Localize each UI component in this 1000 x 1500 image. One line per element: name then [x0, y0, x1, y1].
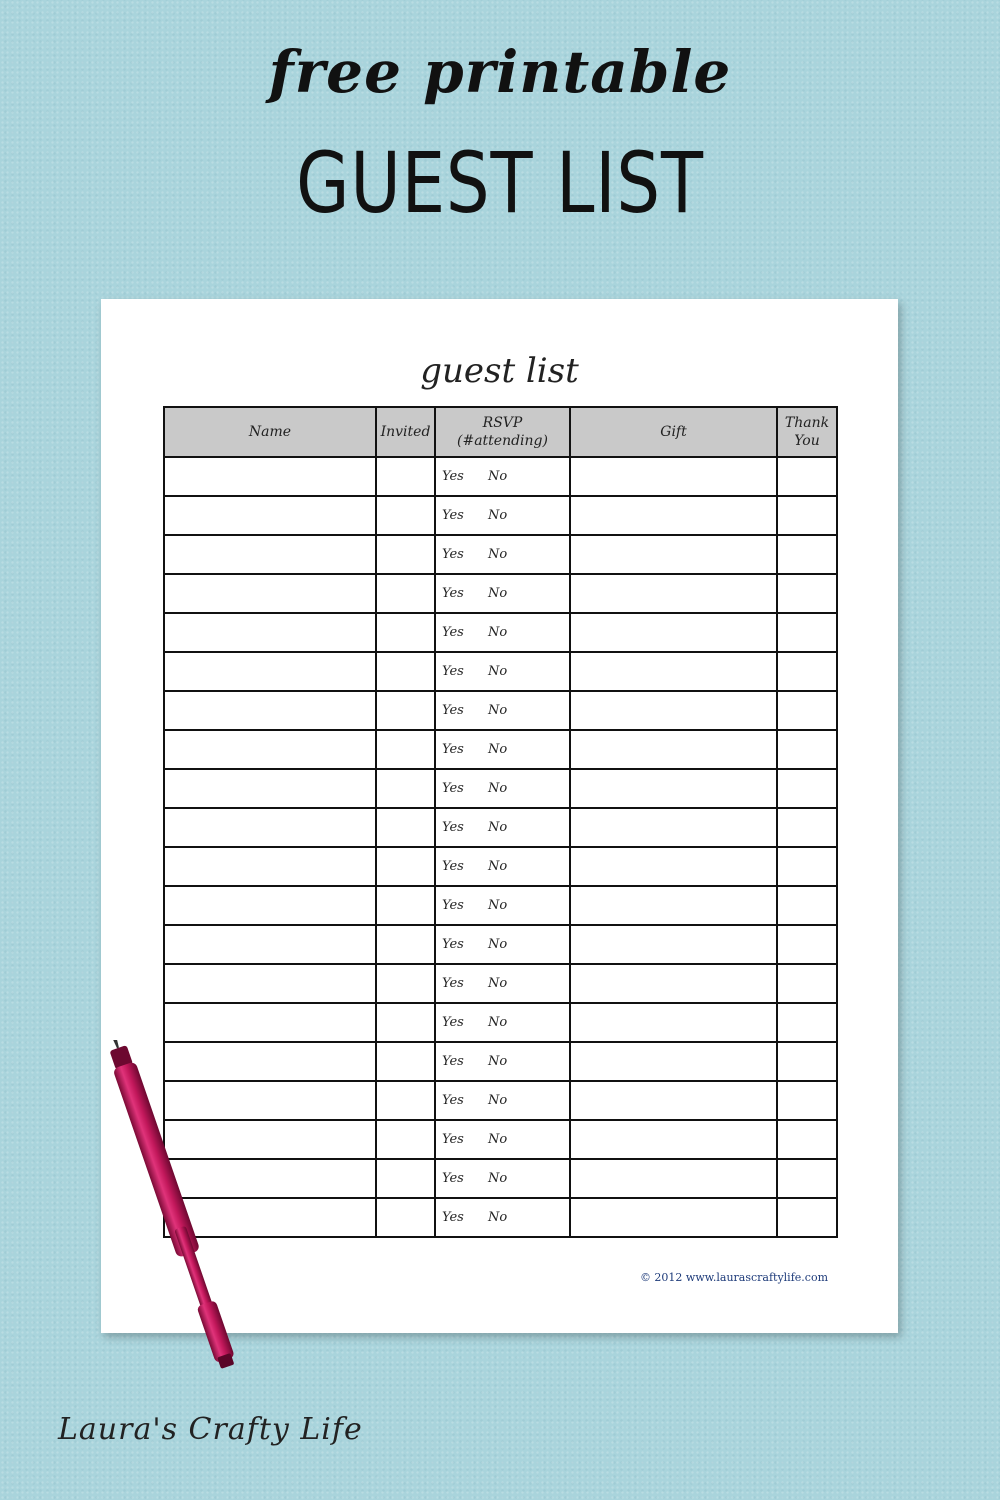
- invited-cell[interactable]: [376, 574, 435, 613]
- rsvp-yes-label: Yes: [442, 508, 464, 523]
- invited-cell[interactable]: [376, 1081, 435, 1120]
- rsvp-no-label: No: [488, 1210, 508, 1225]
- name-cell[interactable]: [164, 1003, 376, 1042]
- gift-cell[interactable]: [570, 1081, 777, 1120]
- rsvp-yes-label: Yes: [442, 586, 464, 601]
- gift-cell[interactable]: [570, 1042, 777, 1081]
- rsvp-no-label: No: [488, 1054, 508, 1069]
- thank-you-cell[interactable]: [777, 613, 837, 652]
- thank-you-cell[interactable]: [777, 730, 837, 769]
- thank-you-cell[interactable]: [777, 925, 837, 964]
- table-row: [164, 847, 837, 886]
- rsvp-no-label: No: [488, 664, 508, 679]
- rsvp-yes-label: Yes: [442, 664, 464, 679]
- name-cell[interactable]: [164, 652, 376, 691]
- table-row: [164, 886, 837, 925]
- gift-cell[interactable]: [570, 964, 777, 1003]
- rsvp-yes-label: Yes: [442, 937, 464, 952]
- rsvp-yes-label: Yes: [442, 1015, 464, 1030]
- name-cell[interactable]: [164, 847, 376, 886]
- name-cell[interactable]: [164, 769, 376, 808]
- rsvp-no-label: No: [488, 859, 508, 874]
- rsvp-cell[interactable]: [435, 964, 570, 1003]
- name-cell[interactable]: [164, 574, 376, 613]
- rsvp-no-label: No: [488, 937, 508, 952]
- thank-you-cell[interactable]: [777, 769, 837, 808]
- rsvp-no-label: No: [488, 976, 508, 991]
- rsvp-cell[interactable]: [435, 1198, 570, 1237]
- rsvp-cell[interactable]: [435, 730, 570, 769]
- name-cell[interactable]: [164, 457, 376, 496]
- invited-cell[interactable]: [376, 1198, 435, 1237]
- rsvp-cell[interactable]: [435, 1003, 570, 1042]
- gift-cell[interactable]: [570, 808, 777, 847]
- gift-cell[interactable]: [570, 535, 777, 574]
- gift-cell[interactable]: [570, 1198, 777, 1237]
- rsvp-cell[interactable]: [435, 457, 570, 496]
- rsvp-cell[interactable]: [435, 808, 570, 847]
- thank-you-cell[interactable]: [777, 652, 837, 691]
- rsvp-no-label: No: [488, 703, 508, 718]
- thank-you-cell[interactable]: [777, 847, 837, 886]
- name-cell[interactable]: [164, 808, 376, 847]
- thank-you-cell[interactable]: [777, 691, 837, 730]
- rsvp-cell[interactable]: [435, 886, 570, 925]
- headline-script: free printable: [268, 38, 732, 106]
- gift-cell[interactable]: [570, 847, 777, 886]
- table-row: [164, 925, 837, 964]
- rsvp-cell[interactable]: [435, 496, 570, 535]
- gift-cell[interactable]: [570, 1159, 777, 1198]
- rsvp-yes-label: Yes: [442, 1054, 464, 1069]
- name-cell[interactable]: [164, 886, 376, 925]
- rsvp-no-label: No: [488, 898, 508, 913]
- thank-you-cell[interactable]: [777, 1120, 837, 1159]
- column-header-gift: [570, 407, 777, 457]
- column-header-rsvp-sublabel: (#attending): [457, 433, 548, 449]
- table-row: [164, 457, 837, 496]
- table-row: [164, 496, 837, 535]
- table-row: [164, 574, 837, 613]
- column-header-rsvp: [435, 407, 570, 457]
- rsvp-yes-label: Yes: [442, 1093, 464, 1108]
- gift-cell[interactable]: [570, 691, 777, 730]
- name-cell[interactable]: [164, 964, 376, 1003]
- pen-icon: [100, 1040, 300, 1400]
- rsvp-no-label: No: [488, 586, 508, 601]
- invited-cell[interactable]: [376, 1120, 435, 1159]
- table-row: [164, 613, 837, 652]
- rsvp-yes-label: Yes: [442, 820, 464, 835]
- name-cell[interactable]: [164, 730, 376, 769]
- invited-cell[interactable]: [376, 1042, 435, 1081]
- brand-logo: Laura's Crafty Life: [58, 1412, 363, 1447]
- rsvp-no-label: No: [488, 1171, 508, 1186]
- thank-you-cell[interactable]: [777, 457, 837, 496]
- column-header-name-label: Name: [248, 424, 292, 440]
- table-row: [164, 769, 837, 808]
- gift-cell[interactable]: [570, 457, 777, 496]
- name-cell[interactable]: [164, 925, 376, 964]
- invited-cell[interactable]: [376, 886, 435, 925]
- copyright-text: © 2012 www.laurascraftylife.com: [639, 1271, 828, 1284]
- rsvp-cell[interactable]: [435, 1042, 570, 1081]
- gift-cell[interactable]: [570, 574, 777, 613]
- rsvp-cell[interactable]: [435, 1081, 570, 1120]
- thank-you-cell[interactable]: [777, 1159, 837, 1198]
- invited-cell[interactable]: [376, 730, 435, 769]
- name-cell[interactable]: [164, 613, 376, 652]
- rsvp-cell[interactable]: [435, 925, 570, 964]
- rsvp-no-label: No: [488, 625, 508, 640]
- invited-cell[interactable]: [376, 1003, 435, 1042]
- gift-cell[interactable]: [570, 613, 777, 652]
- invited-cell[interactable]: [376, 535, 435, 574]
- invited-cell[interactable]: [376, 613, 435, 652]
- column-header-invited: [376, 407, 435, 457]
- rsvp-yes-label: Yes: [442, 1132, 464, 1147]
- invited-cell[interactable]: [376, 925, 435, 964]
- column-header-gift-label: Gift: [660, 424, 687, 440]
- rsvp-no-label: No: [488, 547, 508, 562]
- gift-cell[interactable]: [570, 652, 777, 691]
- rsvp-yes-label: Yes: [442, 976, 464, 991]
- rsvp-yes-label: Yes: [442, 1171, 464, 1186]
- gift-cell[interactable]: [570, 496, 777, 535]
- rsvp-cell[interactable]: [435, 1120, 570, 1159]
- invited-cell[interactable]: [376, 847, 435, 886]
- thank-you-cell[interactable]: [777, 808, 837, 847]
- column-header-invited-label: Invited: [380, 424, 431, 440]
- thank-you-cell[interactable]: [777, 1042, 837, 1081]
- table-row: [164, 691, 837, 730]
- invited-cell[interactable]: [376, 457, 435, 496]
- rsvp-yes-label: Yes: [442, 859, 464, 874]
- name-cell[interactable]: [164, 691, 376, 730]
- rsvp-yes-label: Yes: [442, 469, 464, 484]
- rsvp-yes-label: Yes: [442, 742, 464, 757]
- invited-cell[interactable]: [376, 496, 435, 535]
- rsvp-yes-label: Yes: [442, 703, 464, 718]
- rsvp-cell[interactable]: [435, 535, 570, 574]
- rsvp-cell[interactable]: [435, 613, 570, 652]
- rsvp-cell[interactable]: [435, 652, 570, 691]
- rsvp-cell[interactable]: [435, 769, 570, 808]
- invited-cell[interactable]: [376, 1159, 435, 1198]
- table-header-row: [164, 407, 837, 457]
- thank-you-cell[interactable]: [777, 1081, 837, 1120]
- column-header-thank-label: Thank: [784, 415, 830, 431]
- rsvp-no-label: No: [488, 742, 508, 757]
- table-row: [164, 652, 837, 691]
- gift-cell[interactable]: [570, 886, 777, 925]
- rsvp-cell[interactable]: [435, 574, 570, 613]
- rsvp-no-label: No: [488, 469, 508, 484]
- rsvp-cell[interactable]: [435, 847, 570, 886]
- invited-cell[interactable]: [376, 964, 435, 1003]
- rsvp-yes-label: Yes: [442, 1210, 464, 1225]
- rsvp-no-label: No: [488, 508, 508, 523]
- invited-cell[interactable]: [376, 691, 435, 730]
- table-row: [164, 730, 837, 769]
- gift-cell[interactable]: [570, 1120, 777, 1159]
- rsvp-yes-label: Yes: [442, 781, 464, 796]
- invited-cell[interactable]: [376, 769, 435, 808]
- name-cell[interactable]: [164, 535, 376, 574]
- rsvp-cell[interactable]: [435, 691, 570, 730]
- thank-you-cell[interactable]: [777, 496, 837, 535]
- thank-you-cell[interactable]: [777, 964, 837, 1003]
- sheet-title: guest list: [420, 351, 579, 391]
- column-header-name: [164, 407, 376, 457]
- rsvp-no-label: No: [488, 781, 508, 796]
- thank-you-cell[interactable]: [777, 574, 837, 613]
- headline-title: GUEST LIST: [296, 134, 704, 232]
- name-cell[interactable]: [164, 496, 376, 535]
- column-header-you-label: You: [794, 433, 820, 449]
- rsvp-no-label: No: [488, 820, 508, 835]
- table-row: [164, 808, 837, 847]
- thank-you-cell[interactable]: [777, 886, 837, 925]
- gift-cell[interactable]: [570, 769, 777, 808]
- thank-you-cell[interactable]: [777, 1198, 837, 1237]
- table-row: [164, 964, 837, 1003]
- rsvp-yes-label: Yes: [442, 625, 464, 640]
- gift-cell[interactable]: [570, 730, 777, 769]
- column-header-thank-you: [777, 407, 837, 457]
- thank-you-cell[interactable]: [777, 535, 837, 574]
- rsvp-cell[interactable]: [435, 1159, 570, 1198]
- table-row: [164, 1003, 837, 1042]
- rsvp-no-label: No: [488, 1093, 508, 1108]
- thank-you-cell[interactable]: [777, 1003, 837, 1042]
- rsvp-no-label: No: [488, 1132, 508, 1147]
- gift-cell[interactable]: [570, 925, 777, 964]
- rsvp-yes-label: Yes: [442, 898, 464, 913]
- table-row: [164, 535, 837, 574]
- gift-cell[interactable]: [570, 1003, 777, 1042]
- invited-cell[interactable]: [376, 652, 435, 691]
- column-header-rsvp-label: RSVP: [482, 415, 523, 431]
- rsvp-yes-label: Yes: [442, 547, 464, 562]
- rsvp-no-label: No: [488, 1015, 508, 1030]
- invited-cell[interactable]: [376, 808, 435, 847]
